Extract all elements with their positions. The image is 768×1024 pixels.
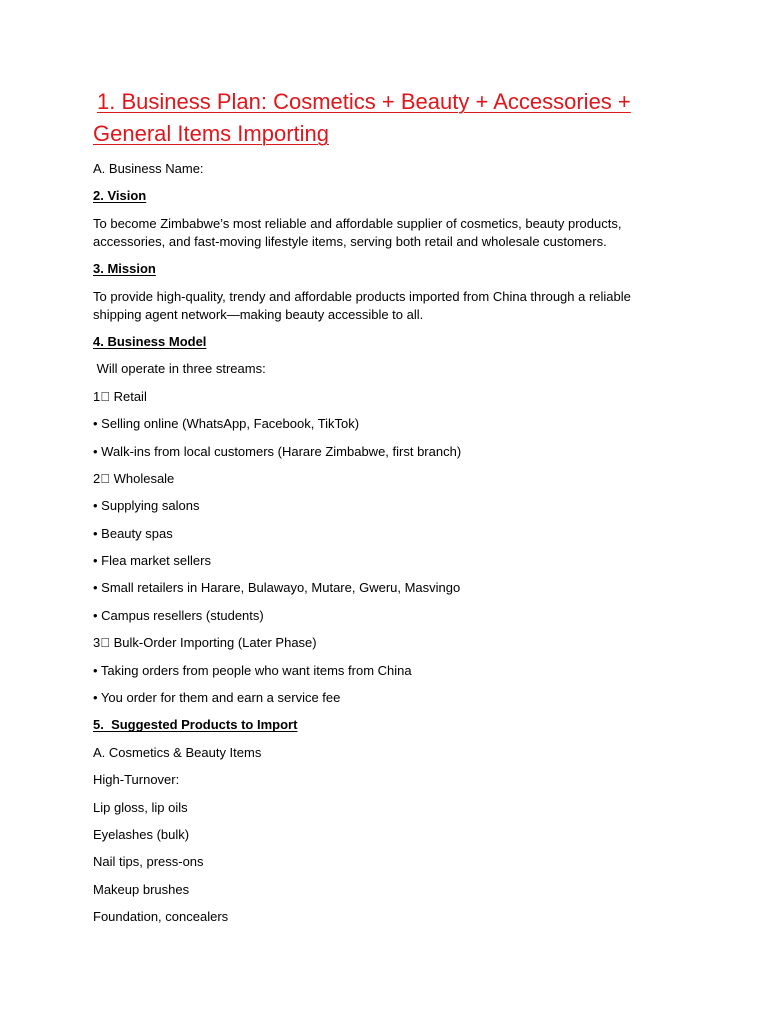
vision-text: To become Zimbabwe’s most reliable and affordable supplier of cosmetics, beauty products, accessories, and fast-moving lifestyle items, serving both retail and wholesale customers. xyxy=(93,215,626,249)
document-page xyxy=(93,86,673,936)
stream-retail: 1⃣ Retail xyxy=(93,388,147,404)
product-item: Foundation, concealers xyxy=(93,909,229,925)
list-item: • Flea market sellers xyxy=(93,553,211,569)
product-item: Nail tips, press-ons xyxy=(93,854,204,870)
list-item: • Beauty spas xyxy=(93,525,173,541)
stream-wholesale: 2⃣ Wholesale xyxy=(93,470,175,486)
list-item: • You order for them and earn a service fee xyxy=(93,690,341,706)
document-title xyxy=(93,86,673,150)
title-line-2: General Items Importing xyxy=(93,121,329,146)
list-item: • Selling online (WhatsApp, Facebook, TikTok) xyxy=(93,416,360,432)
products-subheading: A. Cosmetics & Beauty Items xyxy=(93,744,262,760)
high-turnover-label: High-Turnover: xyxy=(93,772,180,788)
list-item: • Campus resellers (students) xyxy=(93,607,264,623)
mission-heading: 3. Mission xyxy=(93,261,156,277)
business-name-label: A. Business Name: xyxy=(93,161,204,176)
products-heading: 5. Suggested Products to Import xyxy=(93,717,298,733)
mission-text: To provide high-quality, trendy and affordable products imported from China through a reliable shipping agent network—making beauty accessible to all. xyxy=(93,288,635,322)
product-item: Eyelashes (bulk) xyxy=(93,826,190,842)
product-item: Makeup brushes xyxy=(93,881,190,897)
vision-heading: 2. Vision xyxy=(93,188,147,204)
list-item: • Supplying salons xyxy=(93,498,200,514)
list-item: • Small retailers in Harare, Bulawayo, Mutare, Gweru, Masvingo xyxy=(93,580,461,596)
business-model-heading: 4. Business Model xyxy=(93,333,207,349)
title-line-1: 1. Business Plan: Cosmetics + Beauty + Accessories + xyxy=(97,89,631,114)
list-item: • Walk-ins from local customers (Harare Zimbabwe, first branch) xyxy=(93,443,462,459)
product-item: Lip gloss, lip oils xyxy=(93,799,188,815)
list-item: • Taking orders from people who want items from China xyxy=(93,662,412,678)
business-model-intro: Will operate in three streams: xyxy=(93,361,266,377)
stream-bulk-order: 3⃣ Bulk-Order Importing (Later Phase) xyxy=(93,635,317,651)
